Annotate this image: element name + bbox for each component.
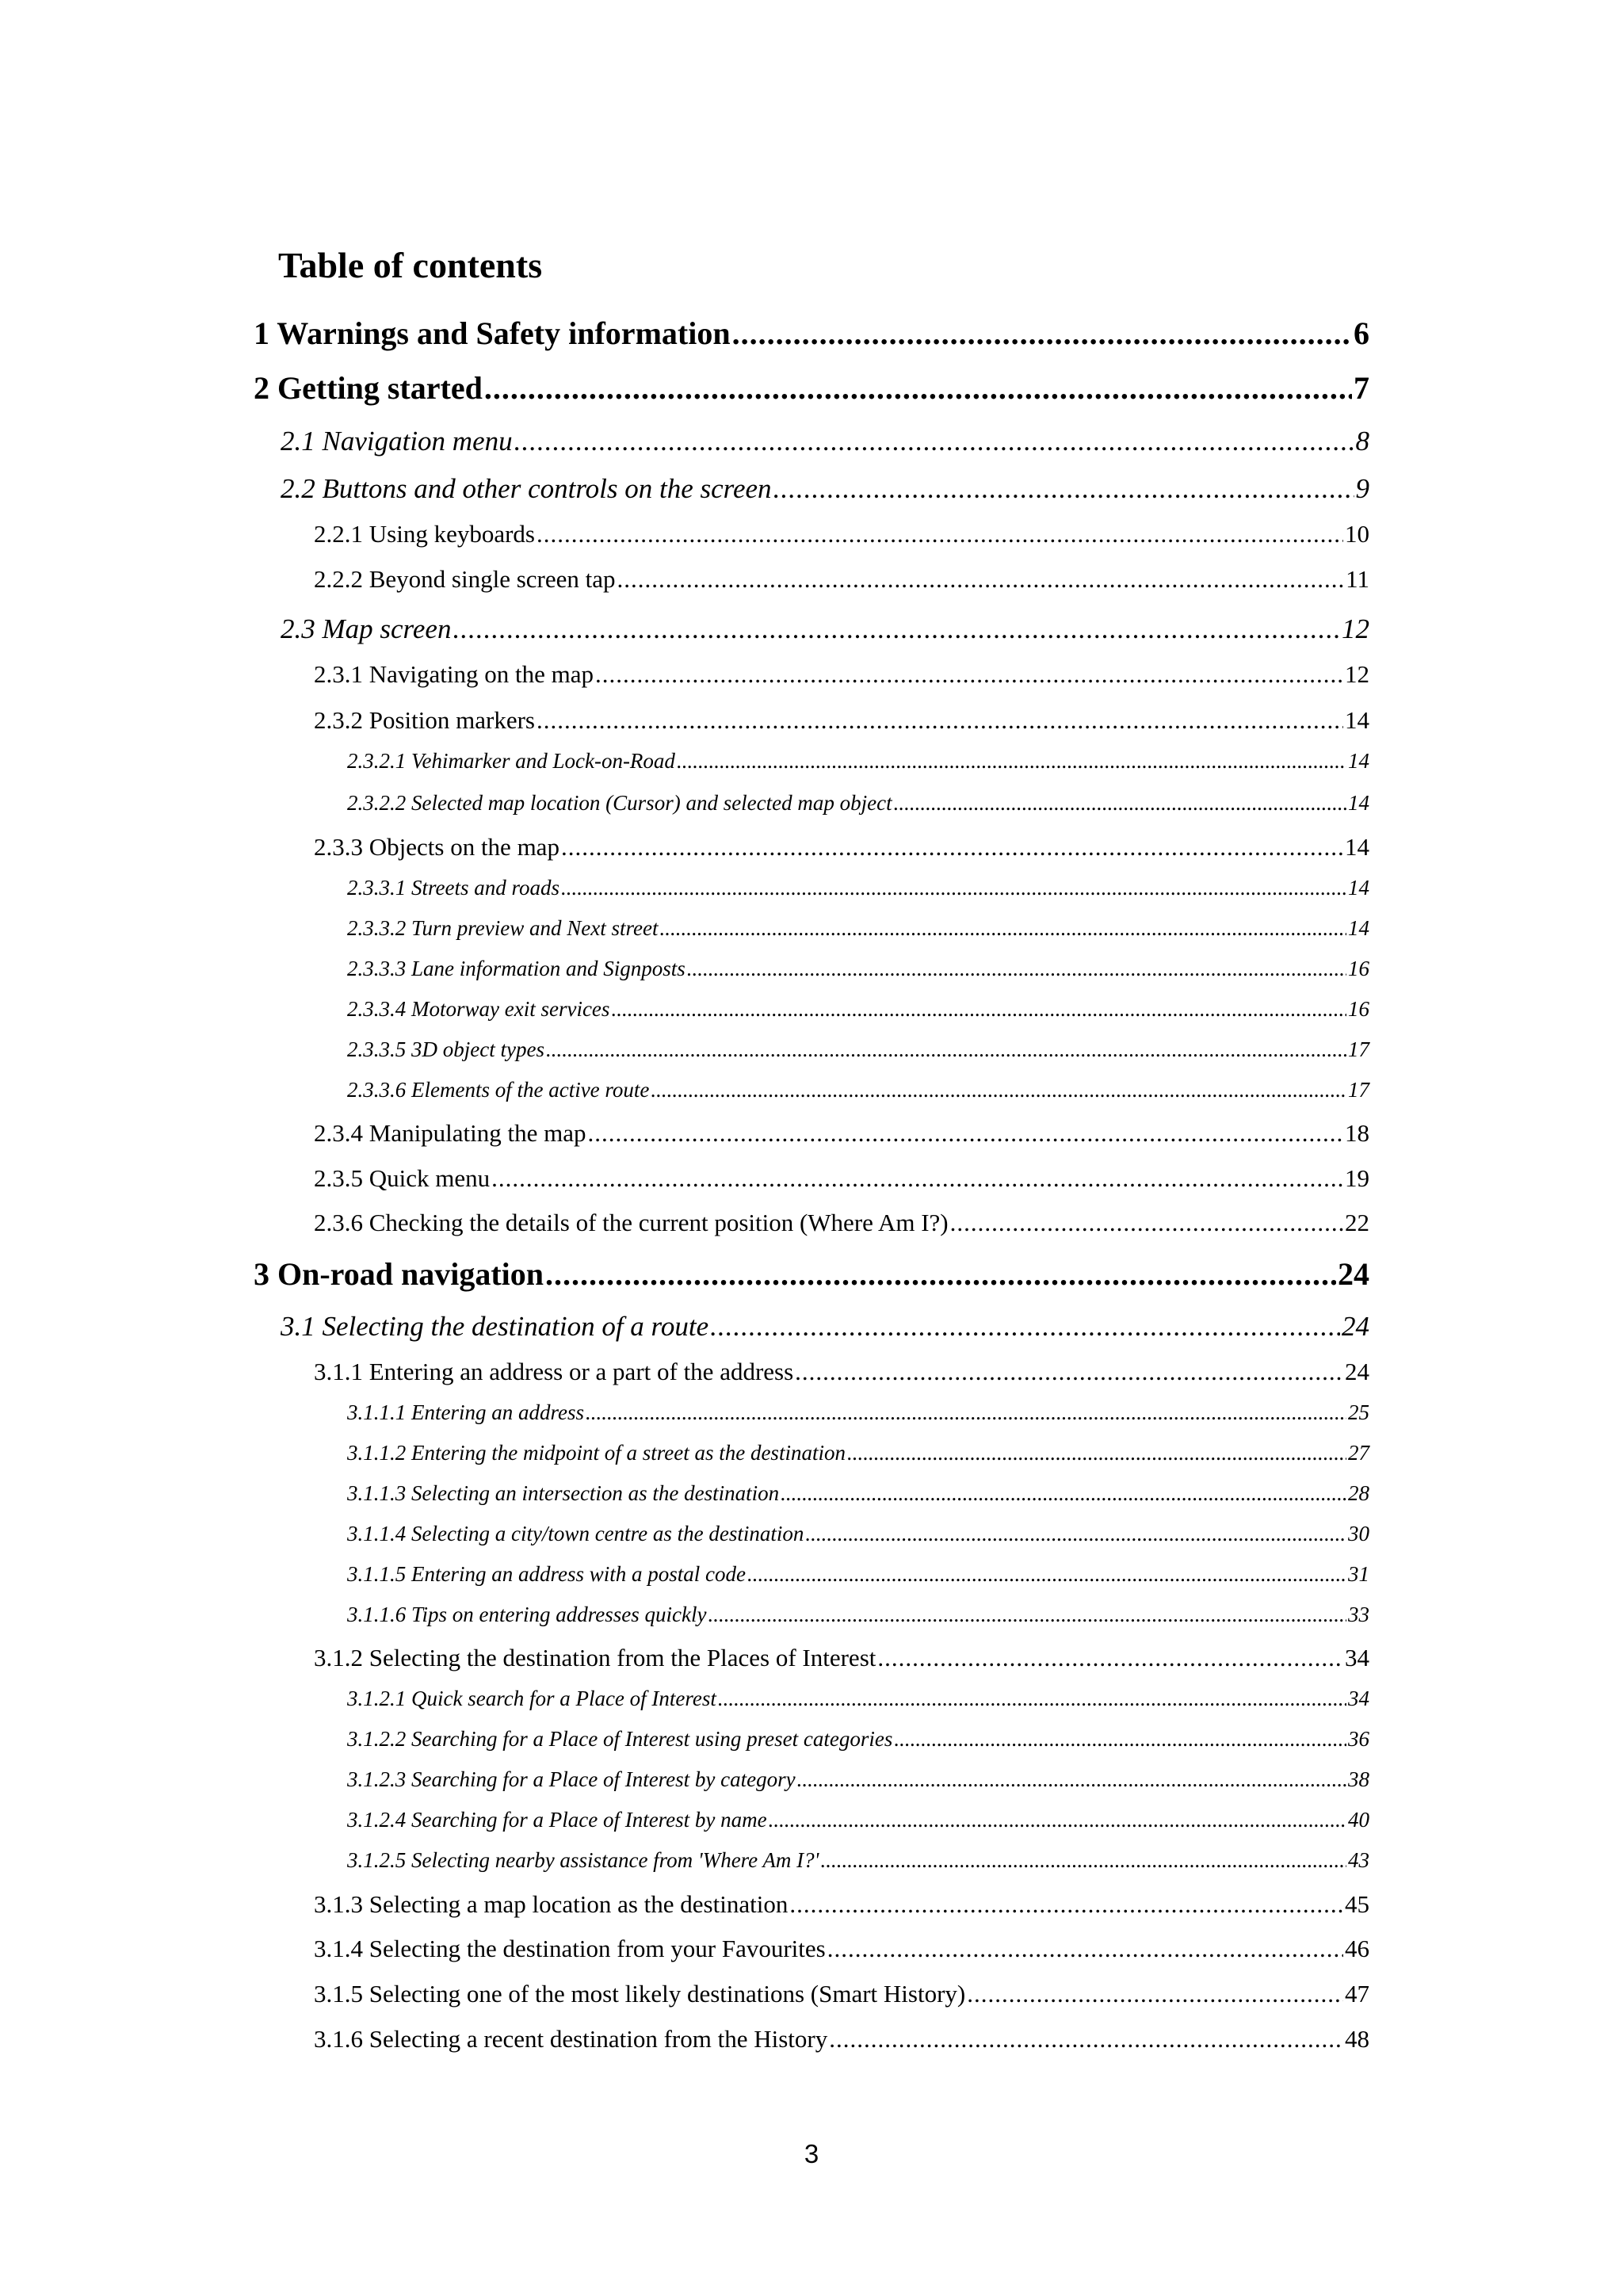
dot-leader (732, 311, 1352, 356)
toc-entry-title: 3.1.1.2 Entering the midpoint of a street as the destination (347, 1441, 846, 1465)
toc-entry[interactable] (347, 1804, 1369, 1836)
toc-entry-page: 48 (1345, 2025, 1369, 2053)
toc-entry-title: 3.1 Selecting the destination of a route (281, 1311, 709, 1342)
toc-entry-title: 2.3.3.5 3D object types (347, 1037, 544, 1061)
toc-entry[interactable] (281, 469, 1369, 509)
toc-entry-page: 7 (1354, 370, 1369, 406)
toc-entry-page: 45 (1345, 1890, 1369, 1918)
toc-entry-title: 3.1.1.5 Entering an address with a postal code (347, 1562, 746, 1586)
toc-entry[interactable] (314, 1354, 1369, 1389)
dot-leader (453, 609, 1340, 649)
toc-entry[interactable] (347, 1033, 1369, 1065)
toc-entry[interactable] (281, 609, 1369, 649)
toc-entry-title: 3.1.1.4 Selecting a city/town centre as the destination (347, 1522, 804, 1545)
toc-entry-page: 22 (1345, 1209, 1369, 1236)
toc-entry-title: 2.3.5 Quick menu (314, 1164, 491, 1192)
toc-entry[interactable] (314, 1977, 1369, 2011)
dot-leader (877, 1641, 1343, 1675)
toc-entry-title: 2.3.3.3 Lane information and Signposts (347, 957, 685, 980)
toc-entry[interactable] (347, 1477, 1369, 1509)
toc-entry-title: 2.3 Map screen (281, 613, 452, 644)
toc-entry-title: 2.3.2 Position markers (314, 706, 535, 734)
toc-entry[interactable] (314, 657, 1369, 692)
toc-entry-title: 2.3.3.2 Turn preview and Next street (347, 916, 659, 940)
toc-entry-page: 43 (1348, 1848, 1369, 1872)
toc-entry-title: 2.3.2.2 Selected map location (Cursor) and selected map object (347, 791, 892, 815)
toc-entry-title: 2 Getting started (254, 370, 483, 406)
toc-entry-title: 3.1.2.3 Searching for a Place of Interest by category (347, 1767, 796, 1791)
toc-title: Table of contents (278, 245, 543, 285)
toc-entry-page: 33 (1348, 1603, 1369, 1626)
toc-entry-page: 36 (1348, 1727, 1369, 1751)
toc-entry-page: 24 (1345, 1358, 1369, 1385)
toc-entry[interactable] (314, 703, 1369, 738)
toc-entry-title: 2.2 Buttons and other controls on the screen (281, 473, 772, 504)
toc-entry-title: 3.1.2.2 Searching for a Place of Interest using preset categories (347, 1727, 893, 1751)
toc-entry[interactable] (347, 1074, 1369, 1106)
toc-entry-title: 2.1 Navigation menu (281, 426, 513, 457)
dot-leader (805, 1518, 1346, 1549)
toc-entry-title: 1 Warnings and Safety information (254, 315, 731, 351)
toc-entry[interactable] (347, 787, 1369, 819)
toc-entry[interactable] (347, 1723, 1369, 1755)
dot-leader (967, 1977, 1343, 2011)
toc-entry-page: 18 (1345, 1119, 1369, 1147)
toc-entry-page: 6 (1354, 315, 1369, 351)
toc-entry-title: 3.1.1.6 Tips on entering addresses quickly (347, 1603, 707, 1626)
toc-entry[interactable] (347, 1844, 1369, 1876)
toc-entry-page: 31 (1348, 1562, 1369, 1586)
dot-leader (789, 1887, 1343, 1922)
toc-entry-title: 2.3.2.1 Vehimarker and Lock-on-Road (347, 749, 675, 773)
toc-entry-page: 19 (1345, 1164, 1369, 1192)
toc-entry-title: 3.1.1.3 Selecting an intersection as the destination (347, 1481, 780, 1505)
toc-entry-page: 46 (1345, 1935, 1369, 1962)
toc-entry-page: 40 (1348, 1808, 1369, 1832)
dot-leader (588, 1116, 1343, 1151)
toc-entry-page: 17 (1348, 1037, 1369, 1061)
dot-leader (687, 953, 1346, 984)
dot-leader (514, 422, 1354, 461)
dot-leader (537, 517, 1343, 552)
toc-entry-page: 30 (1348, 1522, 1369, 1545)
toc-entry-page: 28 (1348, 1481, 1369, 1505)
toc-entry-title: 2.2.2 Beyond single screen tap (314, 565, 616, 593)
toc-entry-title: 3.1.2.1 Quick search for a Place of Interest (347, 1687, 716, 1710)
toc-entry-title: 2.3.6 Checking the details of the current position (Where Am I?) (314, 1209, 949, 1236)
toc-entry-title: 3.1.1.1 Entering an address (347, 1400, 584, 1424)
dot-leader (677, 745, 1346, 777)
dot-leader (561, 872, 1346, 904)
dot-leader (710, 1307, 1340, 1347)
toc-entry-page: 14 (1348, 876, 1369, 900)
toc-entry-page: 24 (1338, 1256, 1369, 1292)
dot-leader (797, 1763, 1346, 1795)
toc-entry-page: 34 (1345, 1644, 1369, 1671)
dot-leader (561, 830, 1343, 865)
dot-leader (617, 562, 1345, 597)
toc-entry-page: 14 (1345, 706, 1369, 734)
toc-entry[interactable] (347, 912, 1369, 944)
toc-entry-page: 47 (1345, 1980, 1369, 2008)
dot-leader (546, 1033, 1346, 1065)
dot-leader (950, 1205, 1343, 1240)
dot-leader (595, 657, 1343, 692)
dot-leader (586, 1396, 1346, 1428)
toc-entry[interactable] (347, 993, 1369, 1025)
toc-entry[interactable] (314, 2022, 1369, 2057)
page-number: 3 (804, 2139, 819, 2168)
toc-entry-page: 38 (1348, 1767, 1369, 1791)
toc-entry-page: 16 (1348, 997, 1369, 1021)
dot-leader (894, 1723, 1346, 1755)
toc-entry[interactable] (347, 745, 1369, 777)
toc-entry-title: 2.3.3.4 Motorway exit services (347, 997, 610, 1021)
dot-leader (795, 1354, 1343, 1389)
dot-leader (820, 1844, 1346, 1876)
dot-leader (827, 1931, 1343, 1966)
toc-entry[interactable] (314, 1931, 1369, 1966)
toc-entry-page: 14 (1348, 916, 1369, 940)
toc-entry[interactable] (281, 1307, 1369, 1347)
toc-entry-page: 14 (1345, 833, 1369, 861)
toc-entry-page: 8 (1355, 426, 1369, 457)
toc-entry[interactable] (314, 1205, 1369, 1240)
dot-leader (484, 366, 1352, 411)
dot-leader (781, 1477, 1346, 1509)
toc-entry-title: 3.1.2.5 Selecting nearby assistance from 'Where Am I?' (347, 1848, 819, 1872)
toc-entry[interactable] (254, 1252, 1369, 1297)
dot-leader (773, 469, 1354, 509)
toc-entry[interactable] (347, 1763, 1369, 1795)
toc-entry-page: 25 (1348, 1400, 1369, 1424)
toc-entry-page: 12 (1345, 660, 1369, 688)
dot-leader (894, 787, 1346, 819)
toc-entry-title: 2.3.4 Manipulating the map (314, 1119, 586, 1147)
toc-entry-title: 3.1.4 Selecting the destination from your Favourites (314, 1935, 826, 1962)
toc-entry-page: 16 (1348, 957, 1369, 980)
toc-entry-title: 3.1.2 Selecting the destination from the Places of Interest (314, 1644, 876, 1671)
dot-leader (829, 2022, 1343, 2057)
toc-entry-page: 10 (1345, 520, 1369, 548)
dot-leader (491, 1161, 1343, 1196)
toc-entry-title: 2.3.3.1 Streets and roads (347, 876, 559, 900)
dot-leader (545, 1252, 1336, 1297)
toc-entry-title: 2.3.1 Navigating on the map (314, 660, 594, 688)
toc-entry-page: 27 (1348, 1441, 1369, 1465)
toc-entry-page: 9 (1355, 473, 1369, 504)
toc-entry-title: 2.2.1 Using keyboards (314, 520, 535, 548)
toc-entry-page: 11 (1346, 565, 1369, 593)
toc-entry[interactable] (347, 953, 1369, 984)
dot-leader (847, 1437, 1346, 1469)
toc-entry[interactable] (347, 1683, 1369, 1714)
toc-entry[interactable] (254, 311, 1369, 356)
toc-entry-title: 3.1.3 Selecting a map location as the destination (314, 1890, 789, 1918)
toc-entry-page: 34 (1348, 1687, 1369, 1710)
toc-entry[interactable] (347, 872, 1369, 904)
toc-entry-title: 3.1.2.4 Searching for a Place of Interest by name (347, 1808, 767, 1832)
toc-entry[interactable] (281, 422, 1369, 461)
toc-entry[interactable] (314, 562, 1369, 597)
dot-leader (708, 1599, 1346, 1630)
toc-entry[interactable] (347, 1437, 1369, 1469)
toc-entry[interactable] (314, 517, 1369, 552)
toc-entry[interactable] (314, 830, 1369, 865)
toc-entry-title: 3.1.5 Selecting one of the most likely destinations (Smart History) (314, 1980, 966, 2008)
toc-entry-page: 14 (1348, 791, 1369, 815)
toc-entry[interactable] (314, 1161, 1369, 1196)
toc-entry-title: 3.1.6 Selecting a recent destination from the History (314, 2025, 828, 2053)
dot-leader (769, 1804, 1346, 1836)
toc-entry-page: 17 (1348, 1078, 1369, 1102)
toc-entry[interactable] (347, 1558, 1369, 1590)
toc-entry-title: 2.3.3.6 Elements of the active route (347, 1078, 650, 1102)
toc-entry[interactable] (314, 1641, 1369, 1675)
toc-entry-title: 2.3.3 Objects on the map (314, 833, 559, 861)
toc-entry-page: 12 (1342, 613, 1369, 644)
toc-entry-page: 14 (1348, 749, 1369, 773)
toc-entry[interactable] (347, 1396, 1369, 1428)
dot-leader (718, 1683, 1346, 1714)
toc-entry-page: 24 (1342, 1311, 1369, 1342)
toc-entry[interactable] (314, 1116, 1369, 1151)
toc-entry[interactable] (347, 1518, 1369, 1549)
toc-entry-title: 3 On-road navigation (254, 1256, 544, 1292)
toc-entry[interactable] (314, 1887, 1369, 1922)
toc-entry[interactable] (347, 1599, 1369, 1630)
toc-entry-title: 3.1.1 Entering an address or a part of the address (314, 1358, 794, 1385)
dot-leader (659, 912, 1346, 944)
dot-leader (611, 993, 1346, 1025)
dot-leader (747, 1558, 1346, 1590)
dot-leader (537, 703, 1343, 738)
toc-entry[interactable] (254, 366, 1369, 411)
dot-leader (651, 1074, 1346, 1106)
